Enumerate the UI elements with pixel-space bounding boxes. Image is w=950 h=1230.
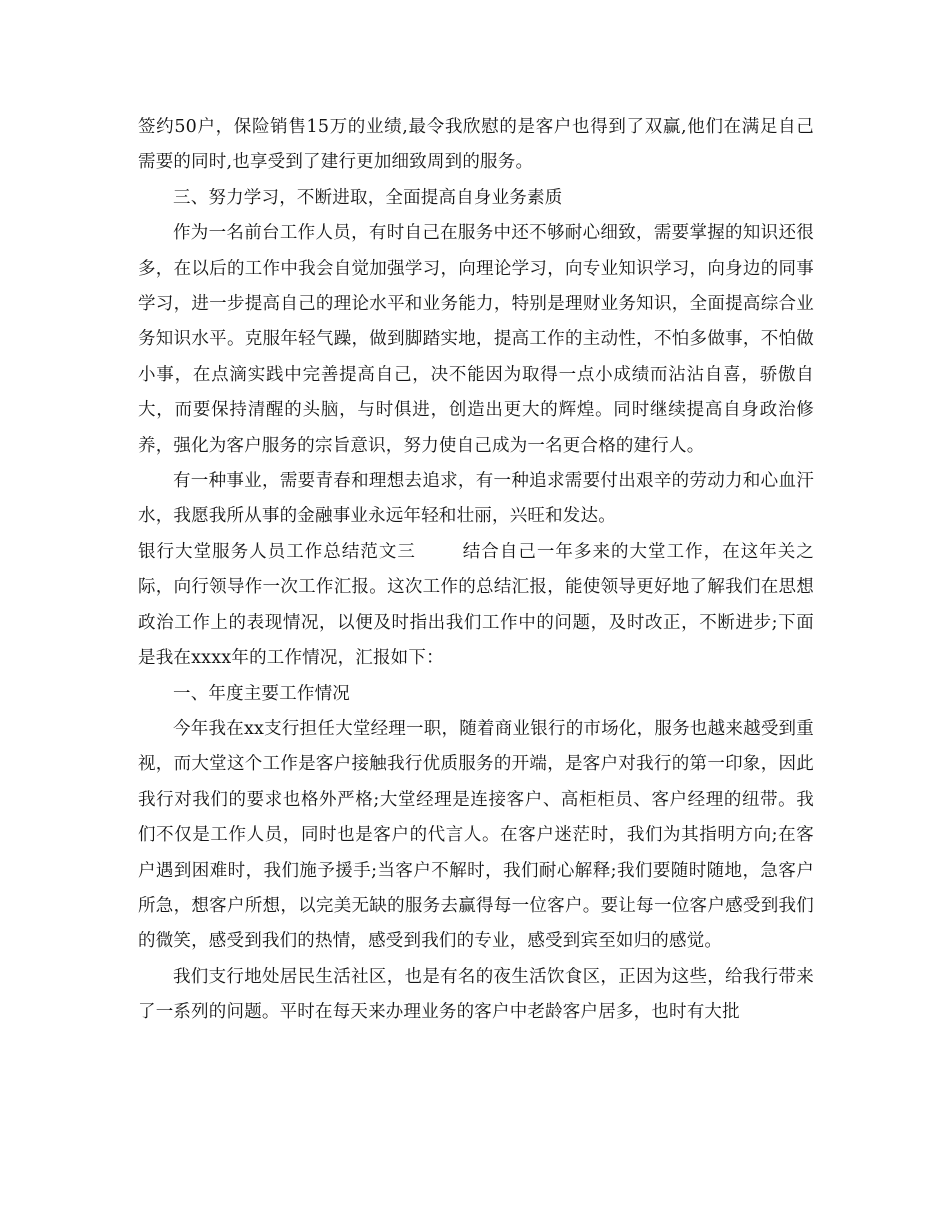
paragraph-4: 有一种事业，需要青春和理想去追求，有一种追求需要付出艰辛的劳动力和心血汗水，我愿我所从事的金融事业永远年轻和壮丽，兴旺和发达。 xyxy=(138,471,814,527)
paragraph-1: 签约50户，保险销售15万的业绩,最令我欣慰的是客户也得到了双赢,他们在满足自己需要的同时,也享受到了建行更加细致周到的服务。 xyxy=(138,117,814,173)
paragraph-8: 我们支行地处居民生活社区，也是有名的夜生活饮食区，正因为这些，给我行带来了一系列的问题。平时在每天来办理业务的客户中老龄客户居多，也时有大批 xyxy=(138,966,814,1023)
paragraph-3: 作为一名前台工作人员，有时自己在服务中还不够耐心细致，需要掌握的知识还很多，在以后的工作中我会自觉加强学习，向理论学习，向专业知识学习，向身边的同事学习，进一步提高自己的理论水平和业务能力，特别是理财业务知识，全面提高综合业务知识水平。克服年轻气躁，做到脚踏实地，提高工作的主动性，不怕多做事，不怕做小事，在点滴实践中完善提高自己，决不能因为取得一点小成绩而沾沾自喜，骄傲自大，而要保持清醒的头脑，与时俱进，创造出更大的辉煌。同时继续提高自身政治修养，强化为客户服务的宗旨意识，努力使自己成为一名更合格的建行人。 xyxy=(138,223,814,456)
paragraph-7: 今年我在xx支行担任大堂经理一职，随着商业银行的市场化，服务也越来越受到重视，而大堂这个工作是客户接触我行优质服务的开端，是客户对我行的第一印象，因此我行对我们的要求也格外严格;大堂经理是连接客户、高柜柜员、客户经理的纽带。我们不仅是工作人员，同时也是客户的代言人。在客户迷茫时，我们为其指明方向;在客户遇到困难时，我们施予援手;当客户不解时，我们耐心解释;我们要随时随地，急客户所急，想客户所想，以完美无缺的服务去赢得每一位客户。要让每一位客户感受到我们的微笑，感受到我们的热情，感受到我们的专业，感受到宾至如归的感觉。 xyxy=(138,718,814,952)
article-title: 银行大堂服务人员工作总结范文三 xyxy=(138,541,416,562)
paragraph-5 xyxy=(138,535,814,677)
document-body xyxy=(138,110,814,1031)
section-heading-3: 三、努力学习，不断进取，全面提高自身业务素质 xyxy=(173,187,563,208)
section-heading-1: 一、年度主要工作情况 xyxy=(173,683,350,704)
paragraph-5-text: 结合自己一年多来的大堂工作，在这年关之际，向行领导作一次工作汇报。这次工作的总结汇报，能使领导更好地了解我们在思想政治工作上的表现情况，以便及时指出我们工作中的问题，及时改正，不断进步;下面是我在xxxx年的工作情况，汇报如下： xyxy=(138,541,814,669)
